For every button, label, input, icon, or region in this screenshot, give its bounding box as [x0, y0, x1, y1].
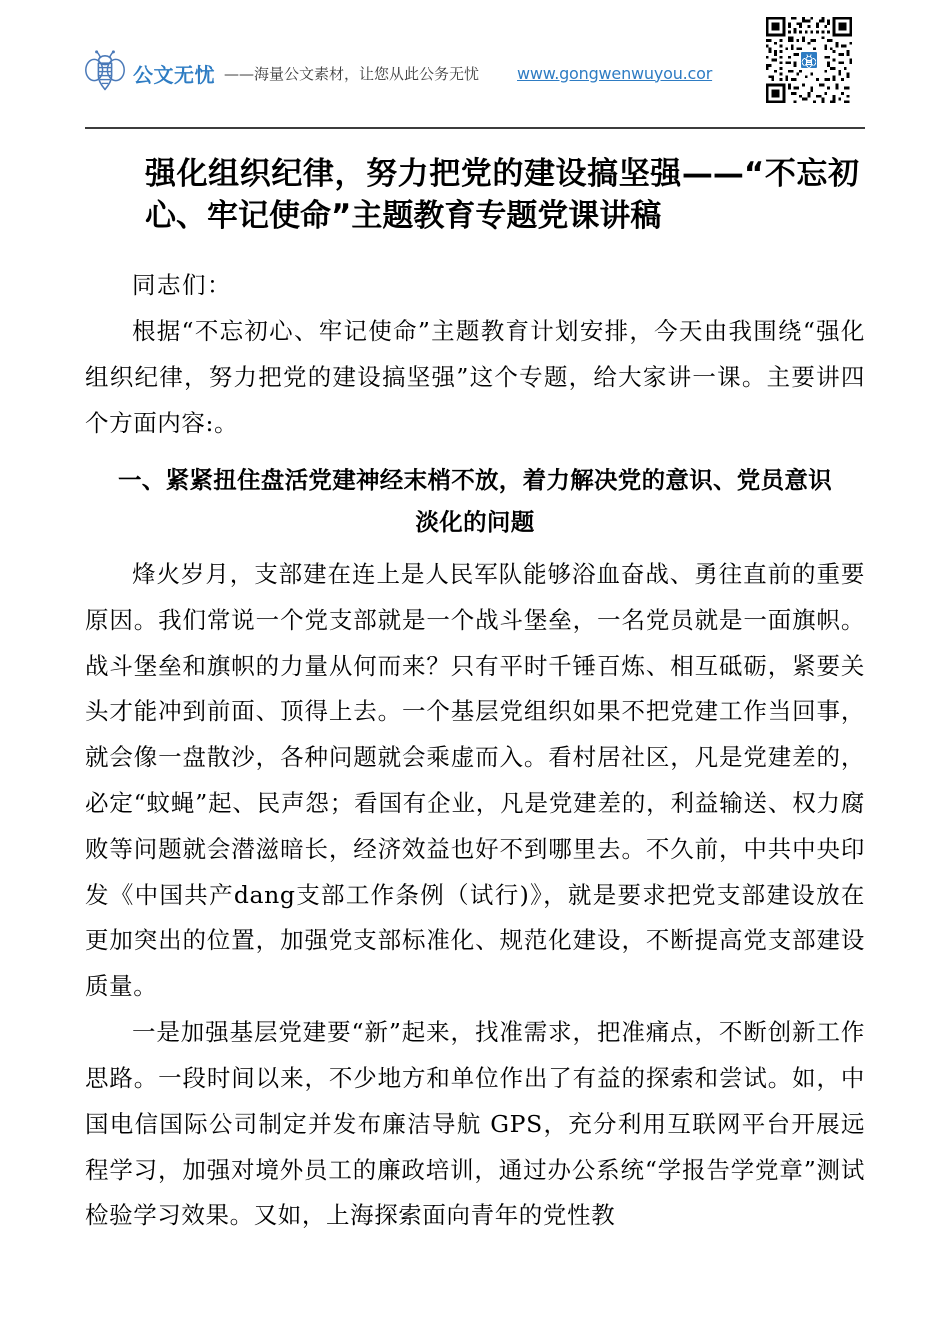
brand-tagline: ——海量公文素材，让您从此公务无忧	[224, 64, 480, 83]
header-divider	[85, 127, 865, 129]
brand-block	[85, 50, 712, 96]
brand-name: 公文无忧	[133, 62, 215, 87]
intro-paragraph: 根据“不忘初心、牢记使命”主题教育计划安排，今天由我围绕“强化组织纪律，努力把党的建设搞坚强”这个专题，给大家讲一课。主要讲四个方面内容:。	[85, 316, 865, 437]
page-title: 强化组织纪律，努力把党的建设搞坚强——“不忘初心、牢记使命”主题教育专题党课讲稿	[145, 156, 859, 234]
section-heading-line-2: 淡化的问题	[415, 508, 535, 537]
salutation: 同志们：	[132, 271, 232, 300]
document-content	[0, 132, 950, 1239]
section-heading	[85, 460, 865, 544]
qr-code-icon[interactable]	[763, 14, 855, 106]
site-url-link[interactable]: www.gongwenwuyou.cor	[517, 63, 713, 83]
bee-icon	[85, 50, 125, 96]
paragraph-2: 一是加强基层党建要“新”起来，找准需求，把准痛点，不断创新工作思路。一段时间以来，不少地方和单位作出了有益的探索和尝试。如，中国电信国际公司制定并发布廉洁导航 GPS，充分利用互联网平台开展远程学习，加强对境外员工的廉政培训，通过办公系统“学报告学党章”测试检验学习效果。又如，上海探索面向青年的党性教	[85, 1018, 865, 1230]
paragraph-1: 烽火岁月，支部建在连上是人民军队能够浴血奋战、勇往直前的重要原因。我们常说一个党支部就是一个战斗堡垒，一名党员就是一面旗帜。战斗堡垒和旗帜的力量从何而来？只有平时千锤百炼、相互砥砺，紧要关头才能冲到前面、顶得上去。一个基层党组织如果不把党建工作当回事，就会像一盘散沙，各种问题就会乘虚而入。看村居社区，凡是党建差的，必定“蚊蝇”起、民声怨；看国有企业，凡是党建差的，利益输送、权力腐败等问题就会潜滋暗长，经济效益也好不到哪里去。不久前，中共中央印发《中国共产dang支部工作条例（试行)》，就是要求把党支部建设放在更加突出的位置，加强党支部标准化、规范化建设，不断提高党支部建设质量。	[85, 559, 865, 1001]
section-heading-line-1: 一、紧紧扭住盘活党建神经末梢不放，着力解决党的意识、党员意识	[118, 466, 832, 495]
site-banner	[0, 0, 950, 132]
